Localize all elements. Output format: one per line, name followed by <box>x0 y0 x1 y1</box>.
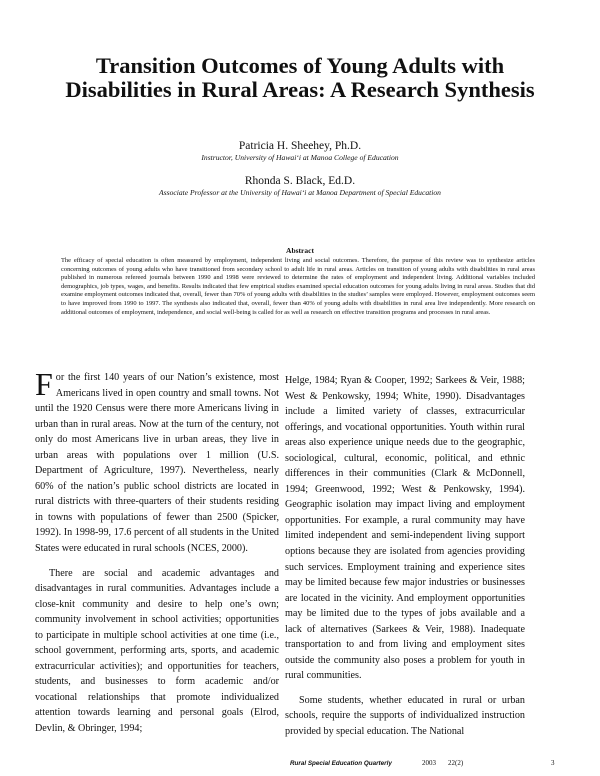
journal-volume: 22(2) <box>448 759 464 767</box>
abstract-heading: Abstract <box>286 246 314 255</box>
author-block-1 <box>0 139 600 163</box>
journal-year: 2003 <box>422 759 436 767</box>
abstract-text: The efficacy of special education is often measured by employment, independent living and social outcomes. Therefore, the purpose of this review was to synthesize articles concerning outcomes of young adults who have transitioned from secondary school to adult life in rural areas. Articles on transition of young adults with disabilities in rural areas published in numerous refereed journals between 1990 and 1998 were reviewed to determine the rates of employment and independent living. Additional variables included demographics, job types, wages, and benefits. Results indicated that few empirical studies examined special education outcomes for young adults living in rural areas. Studies that did examine employment outcomes indicated that, overall, fewer than 70% of young adults with disabilities in the studies’ samples were employed. However, employment outcomes seem to have improved from 1990 to 1997. The synthesis also indicated that, overall, fewer than 40% of young adults with disabilities in rural area live independently. More research on additional outcomes of employment, independence, and social well-being is called for as well as research on effective transition programs and processes in rural areas. <box>61 257 535 316</box>
author-affiliation: Associate Professor at the University of Hawai‘i at Manoa Department of Special Education <box>159 188 441 197</box>
page-number: 3 <box>551 759 555 767</box>
author-name: Patricia H. Sheehey, Ph.D. <box>238 140 362 152</box>
author-block-2 <box>0 174 600 198</box>
author-affiliation: Instructor, University of Hawai‘i at Manoa College of Education <box>201 153 399 162</box>
body-paragraph: Helge, 1984; Ryan & Cooper, 1992; Sarkees & Veir, 1988; West & Penkowsky, 1994; White, 1990). Disadvantages include a limited variety of classes, extracurricular offerings, and vocational opportunities. Youth within rural areas also experience unique needs due to the geographic, sociological, cultural, economic, political, and ethnic differences in their communities (Clark & McDonnell, 1994; Greenwood, 1992; West & Penkowsky, 1994). Geographic isolation may impact living and employment opportunities. For example, a rural community may have limited independent and semi-independent living support options because they are isolated from agencies providing such services. Employment training and experience sites may be limited because few major industries or businesses are located in the vicinity. And employment opportunities may be limited due to the types of jobs available and a lack of alternatives (Sarkees & Veir, 1988). Inadequate transportation to and from living and employment sites outside the community also poses a problem for youth in rural communities. <box>285 375 525 682</box>
body-paragraph: Some students, whether educated in rural or urban schools, require the supports of individualized instruction provided by special education. The National <box>285 694 525 738</box>
drop-cap: F <box>35 366 53 402</box>
body-paragraph <box>35 366 279 557</box>
journal-name: Rural Special Education Quarterly <box>290 760 392 767</box>
body-column-left <box>35 366 279 737</box>
paragraph-text: or the first 140 years of our Nation’s existence, most Americans lived in open country and small towns. Not until the 1920 Census were there more Americans living in urban than in rural areas. Now at the turn of the century, not only do most Americans live in urban areas, they live in urban areas with populations over 1 million (U.S. Department of Agriculture, 1997). Nevertheless, nearly 60% of the nation’s public school districts are located in rural districts with three-quarters of their students residing in towns with populations of fewer than 2500 (Spicker, 1992). In 1998-99, 17.6 percent of all students in the United States were educated in rural schools (NCES, 2000). <box>35 372 279 555</box>
author-name: Rhonda S. Black, Ed.D. <box>244 175 356 187</box>
paper-title: Transition Outcomes of Young Adults with Disabilities in Rural Areas: A Research Synthesis <box>65 53 535 102</box>
body-paragraph: There are social and academic advantages and disadvantages in rural communities. Advantages include a close-knit community and desire to help one’s own; community involvement in school activities; opportunities to participate in multiple school activities at one time (i.e., school government, performing arts, sports, and academic extracurricular activities); and opportunities for teachers, students, and businesses to form academic and/or vocational relationships that promote individualized attention towards learning and personal goals (Elrod, Devlin, & Obringer, 1994; <box>35 567 279 735</box>
page-footer <box>290 759 560 767</box>
body-column-right <box>285 373 525 740</box>
